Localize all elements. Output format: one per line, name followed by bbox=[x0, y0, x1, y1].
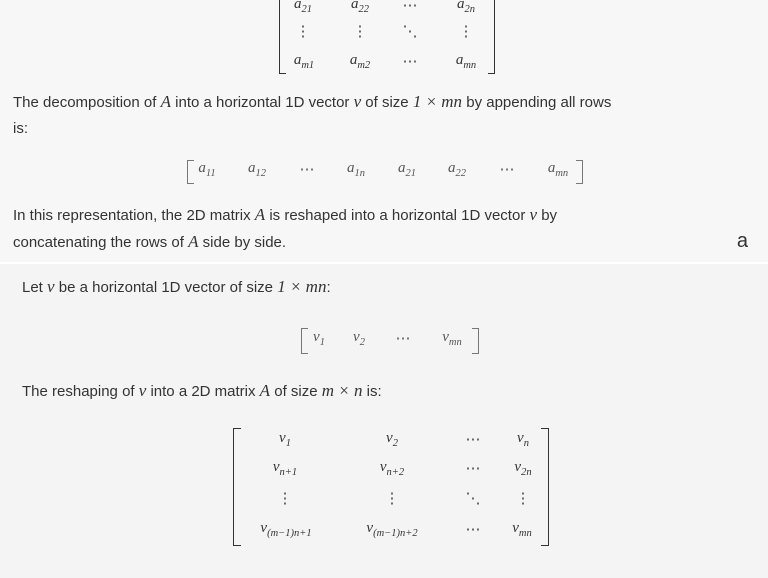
matrix-a-cell: $a_{m1}$ bbox=[293, 52, 315, 71]
panel-b bbox=[0, 262, 768, 578]
reshaped-matrix-cell: ⋯ bbox=[465, 461, 481, 477]
reshaped-matrix-cell: ⋮ bbox=[384, 491, 400, 507]
reshaped-matrix-cell: $v_1$ bbox=[279, 430, 291, 449]
reshaped-matrix-cell: ⋱ bbox=[465, 491, 481, 507]
reshaped-matrix-cell: $v_{mn}$ bbox=[512, 520, 532, 539]
row-vector-cell: ⋯ bbox=[299, 162, 315, 178]
reshaped-matrix-cell: $v_{2n}$ bbox=[514, 459, 532, 478]
row-vector-cell: $a_{11}$ bbox=[198, 160, 216, 179]
text: by appending all rows bbox=[462, 94, 612, 111]
matrix-a-cell: $a_{21}$ bbox=[294, 0, 312, 15]
text: into a horizontal 1D vector bbox=[170, 94, 354, 111]
text: Let bbox=[22, 279, 48, 296]
reshaped-matrix-cell: ⋯ bbox=[465, 432, 481, 448]
text: of size bbox=[270, 383, 322, 400]
decomposition-paragraph bbox=[13, 89, 758, 142]
matrix-a-cell: ⋮ bbox=[352, 24, 368, 40]
matrix-a-cell: $a_{m2}$ bbox=[349, 52, 371, 71]
panel-a bbox=[0, 0, 768, 262]
matrix-a-cell: $a_{2n}$ bbox=[457, 0, 475, 15]
math-A: A bbox=[259, 381, 271, 400]
text: of size bbox=[361, 94, 413, 111]
row-vector-cell: $a_{12}$ bbox=[248, 160, 266, 179]
math-v: v bbox=[47, 277, 55, 296]
representation-paragraph bbox=[13, 202, 713, 256]
let-v-paragraph bbox=[22, 274, 742, 301]
math-A: A bbox=[160, 92, 171, 111]
reshaped-matrix-cell: ⋯ bbox=[465, 522, 481, 538]
matrix-a-cell: $a_{22}$ bbox=[351, 0, 369, 15]
reshaped-matrix-cell: $v_{n+2}$ bbox=[379, 459, 405, 478]
matrix-a-cell: ⋯ bbox=[402, 54, 418, 70]
math-size: m × n bbox=[321, 381, 363, 400]
reshaped-matrix-cell: $v_{n+1}$ bbox=[272, 459, 298, 478]
reshaped-matrix-cell: $v_{(m-1)n+1}$ bbox=[260, 520, 312, 539]
text: side by side. bbox=[198, 234, 287, 251]
row-vector-cell: $a_{mn}$ bbox=[547, 160, 569, 179]
math-v: v bbox=[353, 92, 362, 111]
v-vector-cell: $v_{mn}$ bbox=[442, 329, 462, 348]
v-vector-cell: ⋯ bbox=[395, 331, 411, 347]
reshaped-matrix-right-bracket bbox=[541, 428, 549, 546]
math-A: A bbox=[254, 205, 266, 224]
matrix-a-cell: $a_{mn}$ bbox=[455, 52, 477, 71]
text: The reshaping of bbox=[22, 383, 139, 400]
matrix-a-cell: ⋮ bbox=[458, 24, 474, 40]
text: is: bbox=[13, 120, 28, 137]
text: concatenating the rows of bbox=[13, 234, 189, 251]
math-A: A bbox=[188, 232, 199, 251]
reshaped-matrix-cell: $v_2$ bbox=[386, 430, 398, 449]
text: by bbox=[537, 207, 558, 224]
row-vector-cell: ⋯ bbox=[499, 162, 515, 178]
matrix-a-cell: ⋯ bbox=[402, 0, 418, 14]
matrix-a-cell: ⋮ bbox=[295, 24, 311, 40]
row-vector-cell: $a_{1n}$ bbox=[347, 160, 365, 179]
v-vector-cell: $v_2$ bbox=[353, 329, 365, 348]
v-vector-right-bracket bbox=[472, 328, 479, 354]
row-vector-cell: $a_{22}$ bbox=[448, 160, 466, 179]
math-size: 1 × mn bbox=[277, 277, 327, 296]
matrix-a-cell: ⋱ bbox=[402, 24, 418, 40]
matrix-a-left-bracket bbox=[279, 0, 286, 74]
text: be a horizontal 1D vector of size bbox=[54, 279, 278, 296]
math-v: v bbox=[529, 205, 538, 224]
row-vector-cell: $a_{21}$ bbox=[398, 160, 416, 179]
text: is reshaped into a horizontal 1D vector bbox=[265, 207, 530, 224]
math-v: v bbox=[138, 381, 147, 400]
matrix-a-right-bracket bbox=[488, 0, 495, 74]
text: is: bbox=[362, 383, 382, 400]
reshaped-matrix-cell: $v_n$ bbox=[517, 430, 529, 449]
reshaped-matrix-cell: ⋮ bbox=[277, 491, 293, 507]
math-size: 1 × mn bbox=[412, 92, 463, 111]
text: into a 2D matrix bbox=[146, 383, 260, 400]
reshaped-matrix-cell: $v_{(m-1)n+2}$ bbox=[366, 520, 418, 539]
text: In this representation, the 2D matrix bbox=[13, 207, 255, 224]
text: : bbox=[326, 279, 331, 296]
reshaped-matrix-cell: ⋮ bbox=[515, 491, 531, 507]
v-vector-cell: $v_1$ bbox=[313, 329, 325, 348]
panel-label: a bbox=[736, 230, 748, 252]
reshaping-paragraph bbox=[22, 378, 742, 405]
text: The decomposition of bbox=[13, 94, 161, 111]
